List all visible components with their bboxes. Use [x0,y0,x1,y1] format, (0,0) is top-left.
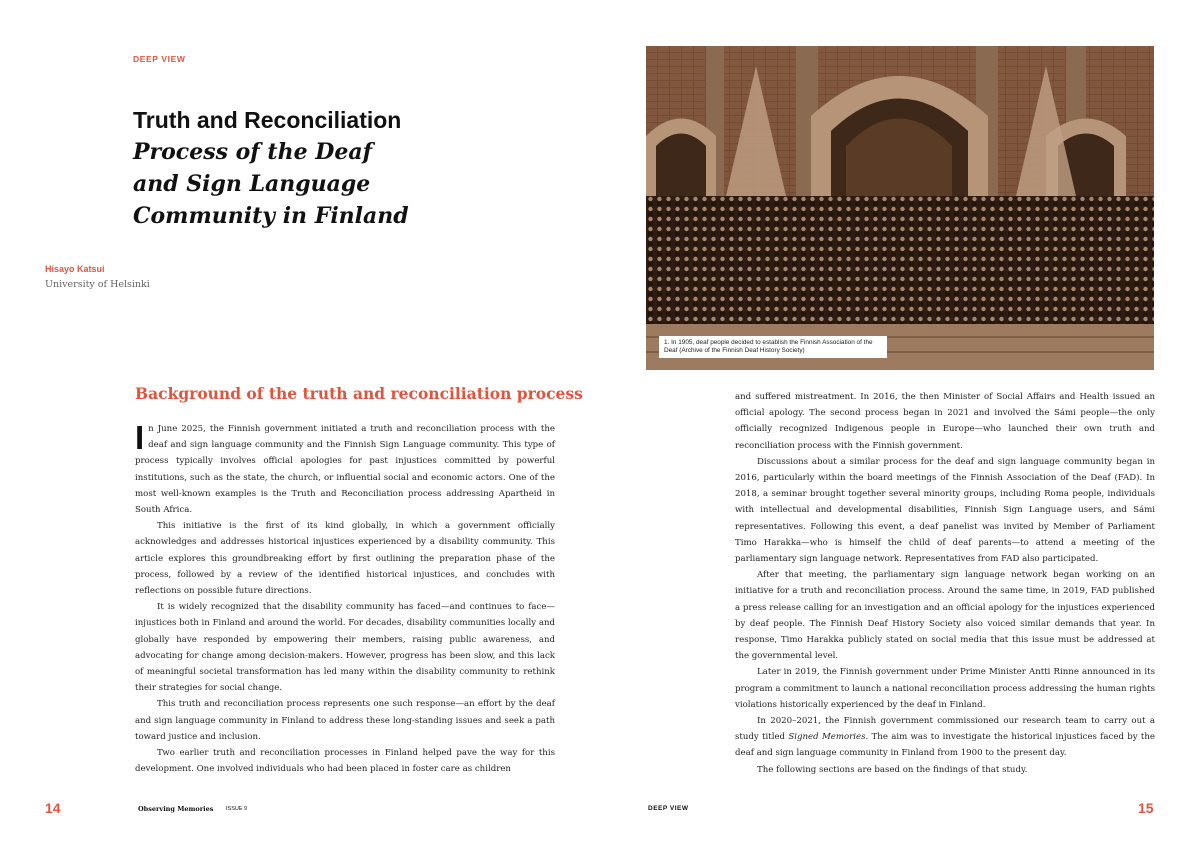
body-paragraph: and suffered mistreatment. In 2016, the then Minister of Social Affairs and Health issued an official apology. The second process began in 2021 and involved the Sámi people—the only officially recognized Indigenous people in Europe—who launched their own truth and reconciliation process with the Finnish government. [735,392,1155,451]
left-body-column [135,421,555,777]
photo-illustration [646,46,1154,370]
footer-magazine-title: Observing Memories [138,805,214,813]
author-name: Hisayo Katsui [45,264,105,274]
body-paragraph: Later in 2019, the Finnish government under Prime Minister Antti Rinne announced in its program a commitment to launch a national reconciliation process addressing the human rights violations historically experienced by the deaf in Finland. [735,667,1155,710]
footer-section-tag: DEEP VIEW [648,805,689,812]
title-line-1: Truth and Reconciliation [133,107,402,133]
paragraph-text: In 2020–2021, the Finnish government commissioned our research team to carry out a study titled [735,716,1155,743]
article-title [133,104,593,232]
body-paragraph: This initiative is the first of its kind globally, in which a government officially acknowledges and addresses historical injustices experienced by a disability community. This article explores this groundbreaking effort by first outlining the preparation phase of the process, followed by a review of the identified historical injustices, and concludes with reflections on possible future directions. [135,521,555,597]
right-body-column [735,389,1155,778]
historical-group-photo [646,46,1154,370]
body-paragraph: Two earlier truth and reconciliation processes in Finland helped pave the way for this development. One involved individuals who had been placed in foster care as children [135,748,555,775]
author-affiliation: University of Helsinki [45,279,150,290]
page-number-right: 15 [1138,800,1154,816]
section-heading: Background of the truth and reconciliation process [135,384,583,403]
section-tag: DEEP VIEW [133,54,186,64]
drop-cap: I [135,419,145,456]
body-paragraph [135,421,555,518]
title-line-3: and Sign Language [133,171,371,197]
title-line-4: Community in Finland [133,203,409,229]
body-paragraph: The following sections are based on the findings of that study. [757,764,1028,775]
italic-title: Signed Memories [788,732,866,743]
body-paragraph: Discussions about a similar process for the deaf and sign language community began in 2016, particularly within the board meetings of the Finnish Association of the Deaf (FAD). In 2018, a seminar brought together several minority groups, including Roma people, individuals with intellectual and developmental disabilities, Finnish Sign Language users, and Sámi representatives. Following this event, a deaf panelist was invited by Member of Parliament Timo Harakka—who is himself the child of deaf parents—to attend a meeting of the parliamentary sign language network. Representatives from FAD also participated. [735,456,1155,565]
paragraph-text: n June 2025, the Finnish government initiated a truth and reconciliation process with the deaf and sign language community and the Finnish Sign Language community. This type of process typically involves official apologies for past injustices committed by powerful institutions, such as the state, the church, or influential social and economic actors. One of the most well-known examples is the Truth and Reconciliation process addressing Apartheid in South Africa. [135,424,555,516]
page-number-left: 14 [45,800,61,816]
title-line-2: Process of the Deaf [133,139,373,165]
body-paragraph: It is widely recognized that the disability community has faced—and continues to face—injustices both in Finland and around the world. For decades, disability communities locally and globally have responded by empowering their members, raising public awareness, and advocating for change among decision-makers. However, progress has been slow, and this lack of meaningful societal transformation has led many within the disability community to rethink their strategies for social change. [135,602,555,694]
paragraph-text: . The aim was to investigate the historical injustices faced by the deaf and sign language community in Finland from 1900 to the present day. [735,732,1155,759]
body-paragraph: This truth and reconciliation process represents one such response—an effort by the deaf and sign language community in Finland to address these long-standing issues and seek a path toward justice and inclusion. [135,699,555,742]
footer-issue: ISSUE 9 [226,806,248,812]
body-paragraph [735,713,1155,762]
photo-caption: 1. In 1905, deaf people decided to establish the Finnish Association of the Deaf (Archive of the Finnish Deaf History Society) [659,336,887,358]
body-paragraph: After that meeting, the parliamentary sign language network began working on an initiative for a truth and reconciliation process. Around the same time, in 2019, FAD published a press release calling for an investigation and an official apology for the injustices experienced by deaf people. The Finnish Deaf History Society also voiced similar demands that year. In response, Timo Harakka publicly stated on social media that this issue must be addressed at the governmental level. [735,570,1155,662]
